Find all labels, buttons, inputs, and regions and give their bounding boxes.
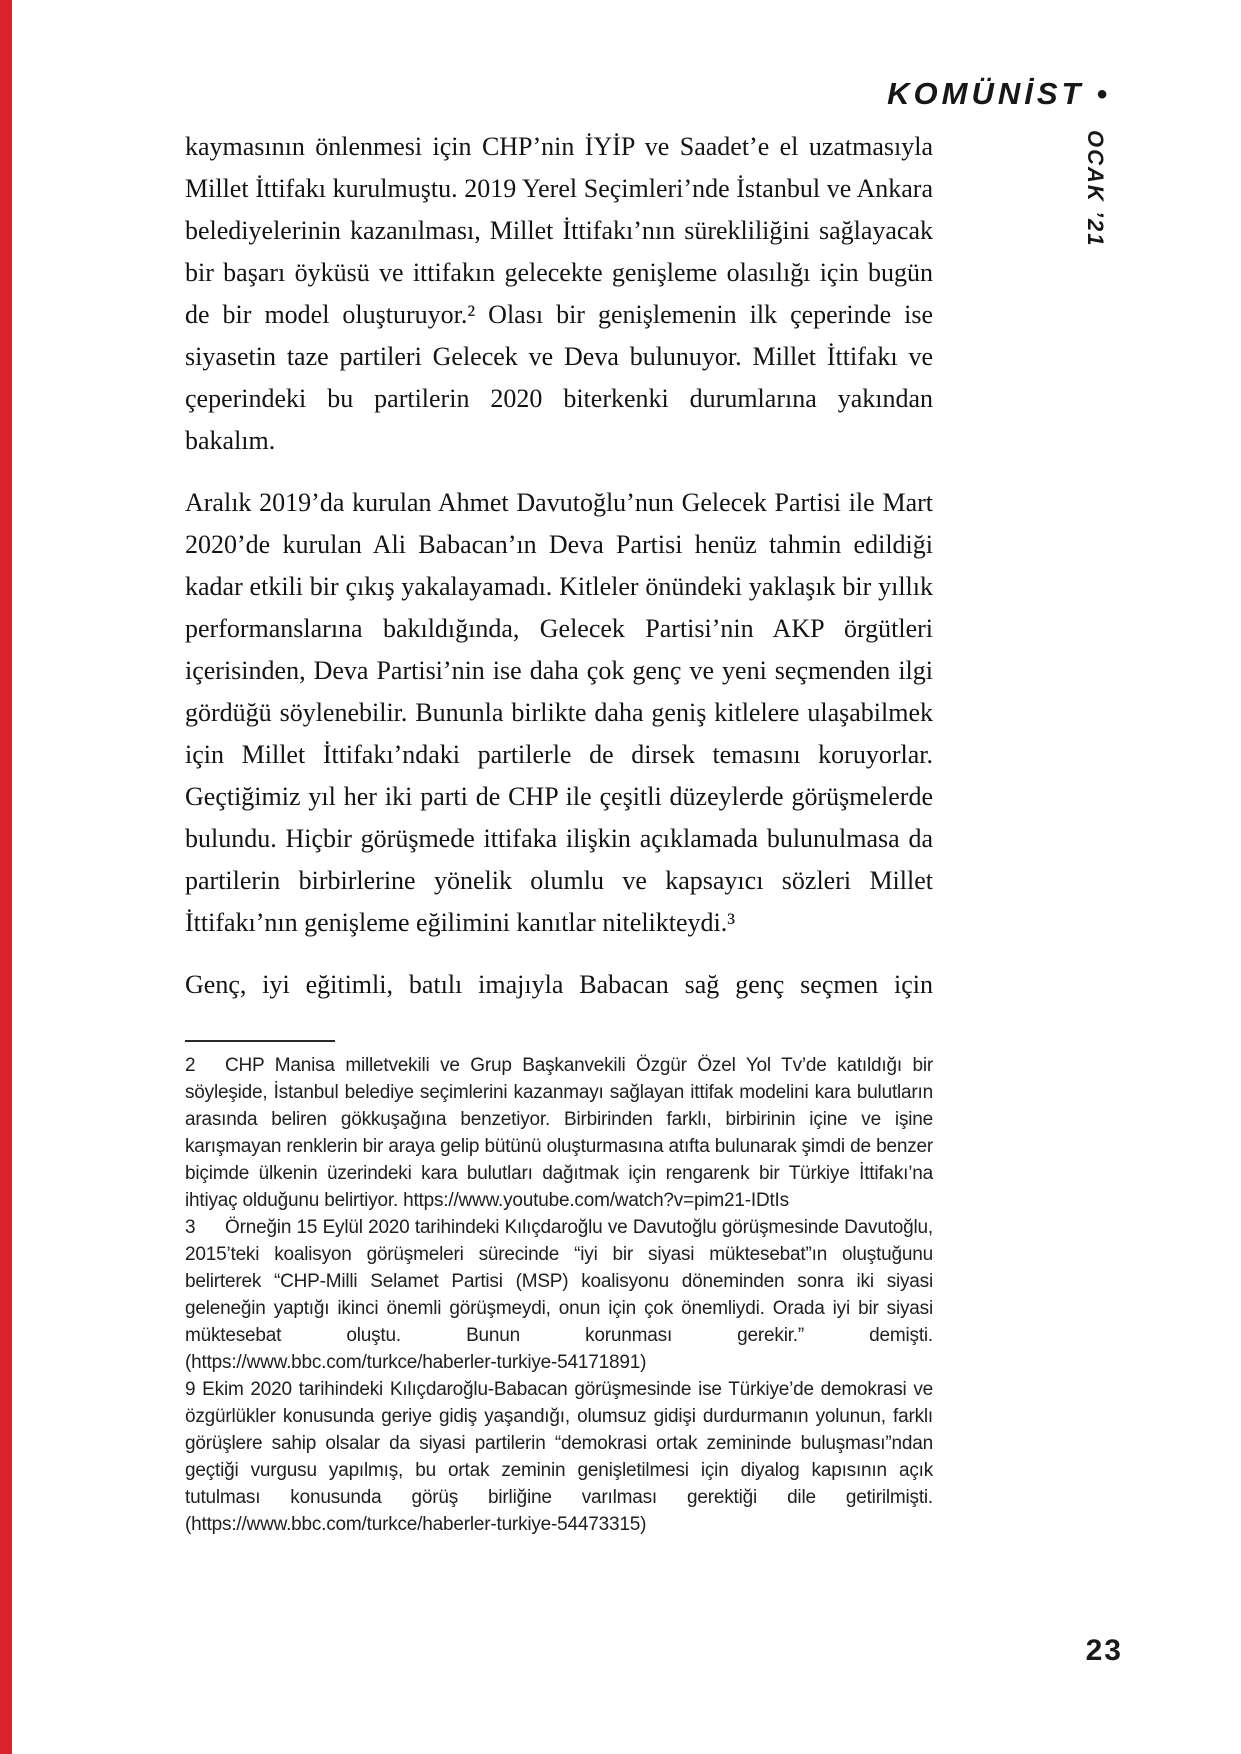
footnote-3	[185, 1214, 933, 1376]
body-paragraph-3: Genç, iyi eğitimli, batılı imajıyla Babacan sağ genç seçmen için	[185, 970, 933, 999]
magazine-title: KOMÜNİST	[887, 76, 1085, 111]
footnote-3-text: Örneğin 15 Eylül 2020 tarihindeki Kılıçdaroğlu ve Davutoğlu görüşmesinde Davutoğlu, 2015’teki koalisyon görüşmeleri sürecinde “iyi bir siyasi müktesebat”ın oluştuğunu belirterek “CHP-Milli Selamet Partisi (MSP) koalisyonu döneminden sonra iki siyasi geleneğin yaptığı ikinci önemli görüşmeydi, onun için çok önemliydi. Orada iyi bir siyasi müktesebat oluştu. Bunun korunması gerekir.” demişti. (https://www.bbc.com/turkce/haberler-turkiye-54171891)	[185, 1217, 933, 1373]
issue-date-vertical: OCAK ’21	[1083, 130, 1108, 248]
footnote-separator	[185, 1040, 335, 1042]
footnote-2-marker: 2	[185, 1055, 196, 1076]
footnote-2	[185, 1052, 933, 1214]
title-bullet-icon: •	[1096, 78, 1107, 111]
page-content	[185, 126, 933, 1538]
body-paragraph-2: Aralık 2019’da kurulan Ahmet Davutoğlu’nun Gelecek Partisi ile Mart 2020’de kurulan Ali Babacan’ın Deva Partisi henüz tahmin edildiği kadar etkili bir çıkış yakalayamadı. Kitleler önündeki yaklaşık bir yıllık performanslarına bakıldığında, Gelecek Partisi’nin AKP örgütleri içerisinden, Deva Partisi’nin ise daha çok genç ve yeni seçmenden ilgi gördüğü söylenebilir. Bununla birlikte daha geniş kitlelere ulaşabilmek için Millet İttifakı’ndaki partilerle de dirsek temasını koruyorlar. Geçtiğimiz yıl her iki parti de CHP ile çeşitli düzeylerde görüşmelerde bulundu. Hiçbir görüşmede ittifaka ilişkin açıklamada bulunulmasa da partilerin birbirlerine yönelik olumlu ve kapsayıcı sözleri Millet İttifakı’nın genişleme eğilimini kanıtlar nitelikteydi.³	[185, 488, 933, 937]
footnote-2-text: CHP Manisa milletvekili ve Grup Başkanvekili Özgür Özel Yol Tv’de katıldığı bir söyleşide, İstanbul belediye seçimlerini kazanmayı sağlayan ittifak modelini kara bulutların arasında beliren gökkuşağına benzetiyor. Birbirinden farklı, birbirinin içine ve işine karışmayan renklerin bir araya gelip bütünü oluşturmasına atıfta bulunarak şimdi de benzer biçimde ülkenin üzerindeki kara bulutları dağıtmak için rengarenk bir Türkiye İttifakı’na ihtiyaç olduğunu belirtiyor. https://www.youtube.com/watch?v=pim21-IDtIs	[185, 1055, 933, 1211]
masthead	[887, 76, 1107, 112]
footnote-3-marker: 3	[185, 1217, 196, 1238]
footnote-3-continuation: 9 Ekim 2020 tarihindeki Kılıçdaroğlu-Babacan görüşmesinde ise Türkiye’de demokrasi ve özgürlükler konusunda geriye gidiş yaşandığı, olumsuz gidişi durdurmanın yolunun, farklı görüşlere sahip olsalar da siyasi partilerin “demokrasi ortak zemininde buluşması”ndan geçtiği vurgusu yapılmış, bu ortak zeminin genişletilmesi için diyalog kapısının açık tutulması konusunda görüş birliğine varılması gerektiği dile getirilmişti. (https://www.bbc.com/turkce/haberler-turkiye-54473315)	[185, 1379, 933, 1535]
page-edge-accent-bar	[0, 0, 12, 1754]
footnotes-section	[185, 1052, 933, 1538]
page-number: 23	[1085, 1634, 1123, 1667]
body-paragraph-1: kaymasının önlenmesi için CHP’nin İYİP ve Saadet’e el uzatmasıyla Millet İttifakı kurulmuştu. 2019 Yerel Seçimleri’nde İstanbul ve Ankara belediyelerinin kazanılması, Millet İttifakı’nın sürekliliğini sağlayacak bir başarı öyküsü ve ittifakın gelecekte genişleme olasılığı için bugün de bir model oluşturuyor.² Olası bir genişlemenin ilk çeperinde ise siyasetin taze partileri Gelecek ve Deva bulunuyor. Millet İttifakı ve çeperindeki bu partilerin 2020 biterkenki durumlarına yakından bakalım.	[185, 132, 933, 455]
